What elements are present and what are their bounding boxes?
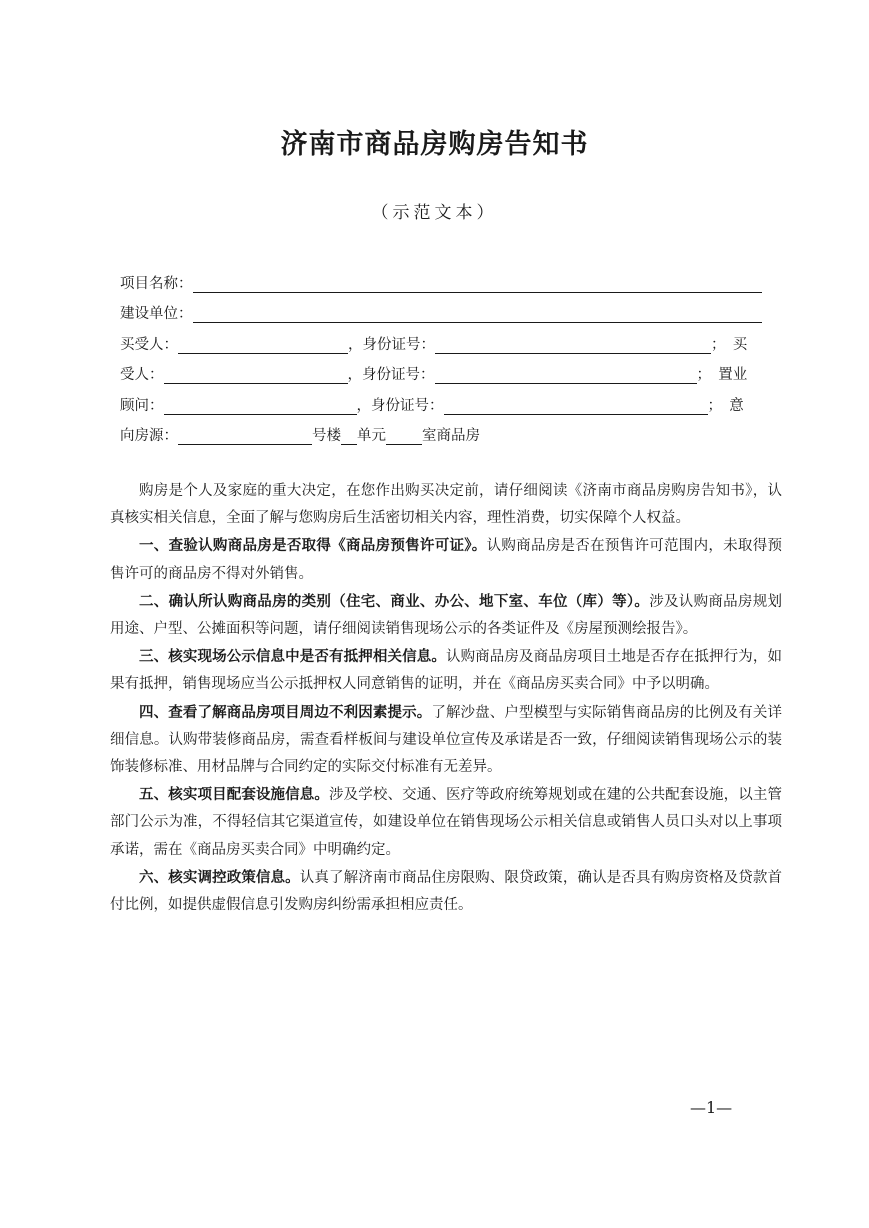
notice-item-6 [110,864,782,919]
item-heading: 六、核实调控政策信息。 [139,868,300,886]
row-tail: ； 意 [707,397,744,414]
form-row-cobuyer [120,354,762,385]
unit-field[interactable] [341,426,357,445]
consultant-label: 顾问： [120,397,164,414]
id-label: ，身份证号： [356,397,444,414]
item-heading: 一、查验认购商品房是否取得《商品房预售许可证》。 [139,537,487,555]
row-tail: ； 置业 [696,367,748,383]
property-label: 向房源： [120,428,178,444]
item-text: 涉及认购商品房规划用途、户型、公摊面积等问题，请仔细阅读销售现场公示的各类证件及《房屋预测绘报告》。 [110,593,782,638]
notice-item-4 [110,699,782,782]
room-label: 室商品房 [422,428,480,444]
id-label: ，身份证号： [347,367,435,383]
info-form [120,262,762,445]
intro-paragraph: 购房是个人及家庭的重大决定，在您作出购买决定前，请仔细阅读《济南市商品房购房告知书》，认真核实相关信息，全面了解与您购房后生活密切相关内容，理性消费，切实保障个人权益。 [110,483,782,527]
item-heading: 三、核实现场公示信息中是否有抵押相关信息。 [139,648,446,666]
cobuyer-id-field[interactable] [435,365,697,384]
project-name-field[interactable] [193,274,763,293]
notice-body [110,478,782,919]
form-row-property [120,415,762,446]
page-number: —1— [690,1098,733,1117]
buyer-label: 买受人： [120,336,178,353]
row-tail: ； 买 [711,336,748,353]
form-row-developer [120,293,762,324]
form-row-buyer [120,323,762,354]
item-heading: 五、核实项目配套设施信息。 [139,786,330,804]
item-text: 涉及学校、交通、医疗等政府统筹规划或在建的公共配套设施，以主管部门公示为准，不得轻信其它渠道宣传，如建设单位在销售现场公示相关信息或销售人员口头对以上事项承诺，需在《商品房买卖合同》中明确约定。 [110,787,783,858]
form-row-project [120,262,762,293]
cobuyer-name-field[interactable] [164,365,348,384]
item-text: 认购商品房及商品房项目土地是否存在抵押行为，如果有抵押，销售现场应当公示抵押权人同意销售的证明，并在《商品房买卖合同》中予以明确。 [110,649,783,693]
item-heading: 二、确认所认购商品房的类别（住宅、商业、办公、地下室、车位（库）等）。 [139,592,650,610]
developer-label: 建设单位： [120,306,193,322]
item-heading: 四、查看了解商品房项目周边不利因素提示。 [139,703,432,721]
building-field[interactable] [178,426,312,445]
buyer-name-field[interactable] [178,335,348,354]
item-text: 认真了解济南市商品住房限购、限贷政策，确认是否具有购房资格及贷款首付比例，如提供虚假信息引发购房纠纷需承担相应责任。 [110,869,782,914]
room-field[interactable] [386,426,422,445]
notice-item-1 [110,532,782,587]
cobuyer-label: 受人： [120,367,164,383]
consultant-name-field[interactable] [164,396,357,415]
consultant-id-field[interactable] [444,396,708,415]
building-label: 号楼 [312,428,341,444]
unit-label: 单元 [357,428,386,444]
id-label: ，身份证号： [348,336,435,353]
notice-item-2 [110,588,782,643]
item-text: 认购商品房是否在预售许可范围内，未取得预售许可的商品房不得对外销售。 [110,538,783,582]
document-subtitle: （示范文本） [371,203,498,223]
developer-field[interactable] [193,304,763,323]
notice-item-5 [110,781,782,864]
document-title: 济南市商品房购房告知书 [280,129,589,160]
item-text: 了解沙盘、户型模型与实际销售商品房的比例及有关详细信息。认购带装修商品房，需查看样板间与建设单位宣传及承诺是否一致，仔细阅读销售现场公示的装饰装修标准、用材品牌与合同约定的实际交付标准有无差异。 [110,704,783,776]
buyer-id-field[interactable] [435,335,711,354]
project-label: 项目名称： [120,275,193,292]
form-row-consultant [120,384,762,415]
notice-item-3 [110,643,782,698]
